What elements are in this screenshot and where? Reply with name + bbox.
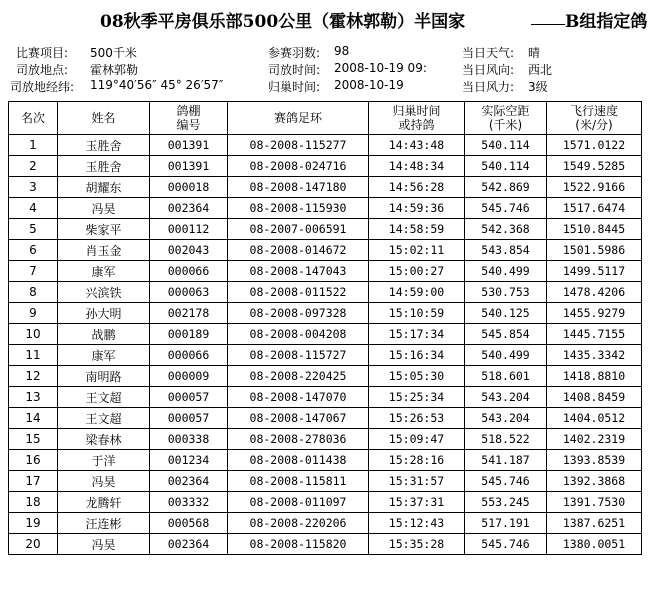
distance-cell: 540.125 <box>465 303 547 324</box>
speed-cell: 1404.0512 <box>547 408 642 429</box>
header-speed: 飞行速度 (米/分) <box>547 102 642 135</box>
name-cell: 冯昊 <box>58 471 150 492</box>
speed-cell: 1501.5986 <box>547 240 642 261</box>
return-time-cell: 15:09:47 <box>369 429 465 450</box>
ring-cell: 08-2008-147067 <box>228 408 369 429</box>
event-value: 500千米 <box>90 46 137 60</box>
coords-label: 司放地经纬: <box>10 80 75 94</box>
return-time-cell: 15:12:43 <box>369 513 465 534</box>
speed-cell: 1455.9279 <box>547 303 642 324</box>
name-cell: 孙大明 <box>58 303 150 324</box>
ring-cell: 08-2008-115811 <box>228 471 369 492</box>
distance-cell: 517.191 <box>465 513 547 534</box>
ring-cell: 08-2008-147070 <box>228 387 369 408</box>
name-cell: 于洋 <box>58 450 150 471</box>
loft-cell: 002364 <box>150 471 228 492</box>
weather-value: 晴 <box>528 46 541 60</box>
ring-cell: 08-2008-147180 <box>228 177 369 198</box>
rank-cell: 18 <box>9 492 58 513</box>
table-row <box>9 177 642 198</box>
return-time-label: 归巢时间: <box>268 80 321 94</box>
event-label: 比赛项目: <box>16 46 69 60</box>
speed-cell: 1522.9166 <box>547 177 642 198</box>
release-time-label: 司放时间: <box>268 63 321 77</box>
wind-direction-value: 西北 <box>528 63 553 77</box>
ring-cell: 08-2008-011097 <box>228 492 369 513</box>
speed-cell: 1478.4206 <box>547 282 642 303</box>
ring-cell: 08-2008-115930 <box>228 198 369 219</box>
speed-cell: 1387.6251 <box>547 513 642 534</box>
name-cell: 战鹏 <box>58 324 150 345</box>
rank-cell: 9 <box>9 303 58 324</box>
speed-cell: 1380.0051 <box>547 534 642 555</box>
loft-cell: 000018 <box>150 177 228 198</box>
weather-label: 当日天气: <box>462 46 515 60</box>
distance-cell: 545.746 <box>465 198 547 219</box>
table-row <box>9 219 642 240</box>
ring-cell: 08-2008-220425 <box>228 366 369 387</box>
table-header-row <box>9 102 642 135</box>
return-time-cell: 15:25:34 <box>369 387 465 408</box>
rank-cell: 13 <box>9 387 58 408</box>
loft-cell: 000057 <box>150 408 228 429</box>
table-row <box>9 450 642 471</box>
return-time-cell: 15:35:28 <box>369 534 465 555</box>
rank-cell: 8 <box>9 282 58 303</box>
distance-cell: 518.601 <box>465 366 547 387</box>
header-ring: 赛鸽足环 <box>228 102 369 135</box>
table-row <box>9 324 642 345</box>
wind-force-label: 当日风力: <box>462 80 515 94</box>
loft-cell: 002364 <box>150 198 228 219</box>
coords-value: 119°40′56″ 45° 26′57″ <box>90 78 224 92</box>
ring-cell: 08-2008-014672 <box>228 240 369 261</box>
speed-cell: 1435.3342 <box>547 345 642 366</box>
ring-cell: 08-2008-220206 <box>228 513 369 534</box>
return-time-cell: 14:48:34 <box>369 156 465 177</box>
return-time-cell: 14:58:59 <box>369 219 465 240</box>
distance-cell: 541.187 <box>465 450 547 471</box>
loft-cell: 003332 <box>150 492 228 513</box>
loft-cell: 000568 <box>150 513 228 534</box>
distance-cell: 540.499 <box>465 345 547 366</box>
rank-cell: 3 <box>9 177 58 198</box>
distance-cell: 545.854 <box>465 324 547 345</box>
loft-cell: 000009 <box>150 366 228 387</box>
rank-cell: 2 <box>9 156 58 177</box>
rank-cell: 19 <box>9 513 58 534</box>
name-cell: 胡耀东 <box>58 177 150 198</box>
distance-cell: 542.869 <box>465 177 547 198</box>
entries-value: 98 <box>334 44 350 58</box>
table-row <box>9 261 642 282</box>
distance-cell: 553.245 <box>465 492 547 513</box>
loft-cell: 002043 <box>150 240 228 261</box>
title-tail: B组指定鸽 <box>565 12 648 32</box>
ring-cell: 08-2007-006591 <box>228 219 369 240</box>
return-time-cell: 15:17:34 <box>369 324 465 345</box>
distance-cell: 543.204 <box>465 387 547 408</box>
return-time-cell: 15:05:30 <box>369 366 465 387</box>
loft-cell: 001391 <box>150 156 228 177</box>
name-cell: 玉胜舍 <box>58 135 150 156</box>
rank-cell: 5 <box>9 219 58 240</box>
speed-cell: 1445.7155 <box>547 324 642 345</box>
speed-cell: 1391.7530 <box>547 492 642 513</box>
distance-cell: 543.204 <box>465 408 547 429</box>
table-row <box>9 408 642 429</box>
loft-cell: 000063 <box>150 282 228 303</box>
return-time-cell: 14:43:48 <box>369 135 465 156</box>
name-cell: 康军 <box>58 261 150 282</box>
table-row <box>9 387 642 408</box>
name-cell: 康军 <box>58 345 150 366</box>
release-time-value: 2008-10-19 09: <box>334 61 427 75</box>
table-row <box>9 492 642 513</box>
loft-cell: 001391 <box>150 135 228 156</box>
loft-cell: 001234 <box>150 450 228 471</box>
entries-label: 参赛羽数: <box>268 46 321 60</box>
speed-cell: 1510.8445 <box>547 219 642 240</box>
wind-force-value: 3级 <box>528 80 548 94</box>
title-main: 08秋季平房俱乐部500公里（霍林郭勒）半国家 <box>100 12 466 32</box>
return-time-cell: 15:31:57 <box>369 471 465 492</box>
name-cell: 兴滨铁 <box>58 282 150 303</box>
table-row <box>9 198 642 219</box>
results-table <box>8 101 642 555</box>
rank-cell: 14 <box>9 408 58 429</box>
distance-cell: 530.753 <box>465 282 547 303</box>
ring-cell: 08-2008-004208 <box>228 324 369 345</box>
name-cell: 柴家平 <box>58 219 150 240</box>
table-row <box>9 156 642 177</box>
ring-cell: 08-2008-024716 <box>228 156 369 177</box>
header-name: 姓名 <box>58 102 150 135</box>
loft-cell: 000338 <box>150 429 228 450</box>
rank-cell: 10 <box>9 324 58 345</box>
return-time-cell: 15:00:27 <box>369 261 465 282</box>
table-row <box>9 366 642 387</box>
loft-cell: 000189 <box>150 324 228 345</box>
rank-cell: 1 <box>9 135 58 156</box>
return-time-cell: 15:26:53 <box>369 408 465 429</box>
speed-cell: 1392.3868 <box>547 471 642 492</box>
ring-cell: 08-2008-011522 <box>228 282 369 303</box>
header-distance: 实际空距 (千米) <box>465 102 547 135</box>
distance-cell: 545.746 <box>465 534 547 555</box>
return-time-cell: 15:16:34 <box>369 345 465 366</box>
release-place-label: 司放地点: <box>16 63 69 77</box>
distance-cell: 545.746 <box>465 471 547 492</box>
table-row <box>9 135 642 156</box>
header-rank: 名次 <box>9 102 58 135</box>
header-loft: 鸽棚 编号 <box>150 102 228 135</box>
speed-cell: 1549.5285 <box>547 156 642 177</box>
table-row <box>9 345 642 366</box>
distance-cell: 540.114 <box>465 135 547 156</box>
document-title <box>0 4 662 30</box>
speed-cell: 1393.8539 <box>547 450 642 471</box>
return-time-cell: 15:02:11 <box>369 240 465 261</box>
rank-cell: 4 <box>9 198 58 219</box>
ring-cell: 08-2008-115820 <box>228 534 369 555</box>
title-blank-line <box>531 7 565 25</box>
distance-cell: 543.854 <box>465 240 547 261</box>
speed-cell: 1402.2319 <box>547 429 642 450</box>
return-time-cell: 15:28:16 <box>369 450 465 471</box>
name-cell: 肖玉金 <box>58 240 150 261</box>
distance-cell: 542.368 <box>465 219 547 240</box>
race-info <box>10 40 655 92</box>
table-row <box>9 513 642 534</box>
name-cell: 冯昊 <box>58 198 150 219</box>
name-cell: 龙腾轩 <box>58 492 150 513</box>
distance-cell: 540.499 <box>465 261 547 282</box>
return-time-cell: 14:59:36 <box>369 198 465 219</box>
loft-cell: 000112 <box>150 219 228 240</box>
name-cell: 南明路 <box>58 366 150 387</box>
name-cell: 梁春林 <box>58 429 150 450</box>
header-time: 归巢时间 或持鸽 <box>369 102 465 135</box>
ring-cell: 08-2008-097328 <box>228 303 369 324</box>
loft-cell: 000057 <box>150 387 228 408</box>
ring-cell: 08-2008-115727 <box>228 345 369 366</box>
rank-cell: 16 <box>9 450 58 471</box>
name-cell: 王文超 <box>58 387 150 408</box>
table-row <box>9 303 642 324</box>
rank-cell: 7 <box>9 261 58 282</box>
speed-cell: 1418.8810 <box>547 366 642 387</box>
table-row <box>9 240 642 261</box>
distance-cell: 518.522 <box>465 429 547 450</box>
return-time-cell: 15:37:31 <box>369 492 465 513</box>
speed-cell: 1499.5117 <box>547 261 642 282</box>
name-cell: 汪连彬 <box>58 513 150 534</box>
rank-cell: 20 <box>9 534 58 555</box>
return-time-cell: 14:56:28 <box>369 177 465 198</box>
rank-cell: 11 <box>9 345 58 366</box>
name-cell: 王文超 <box>58 408 150 429</box>
loft-cell: 000066 <box>150 345 228 366</box>
rank-cell: 17 <box>9 471 58 492</box>
ring-cell: 08-2008-011438 <box>228 450 369 471</box>
table-row <box>9 534 642 555</box>
loft-cell: 000066 <box>150 261 228 282</box>
table-row <box>9 429 642 450</box>
loft-cell: 002364 <box>150 534 228 555</box>
table-row <box>9 471 642 492</box>
ring-cell: 08-2008-278036 <box>228 429 369 450</box>
speed-cell: 1517.6474 <box>547 198 642 219</box>
wind-direction-label: 当日风向: <box>462 63 515 77</box>
speed-cell: 1408.8459 <box>547 387 642 408</box>
release-place-value: 霍林郭勒 <box>90 63 139 77</box>
rank-cell: 15 <box>9 429 58 450</box>
rank-cell: 12 <box>9 366 58 387</box>
return-time-value: 2008-10-19 <box>334 78 404 92</box>
ring-cell: 08-2008-115277 <box>228 135 369 156</box>
name-cell: 冯昊 <box>58 534 150 555</box>
name-cell: 玉胜舍 <box>58 156 150 177</box>
speed-cell: 1571.0122 <box>547 135 642 156</box>
rank-cell: 6 <box>9 240 58 261</box>
distance-cell: 540.114 <box>465 156 547 177</box>
table-row <box>9 282 642 303</box>
ring-cell: 08-2008-147043 <box>228 261 369 282</box>
return-time-cell: 15:10:59 <box>369 303 465 324</box>
loft-cell: 002178 <box>150 303 228 324</box>
return-time-cell: 14:59:00 <box>369 282 465 303</box>
